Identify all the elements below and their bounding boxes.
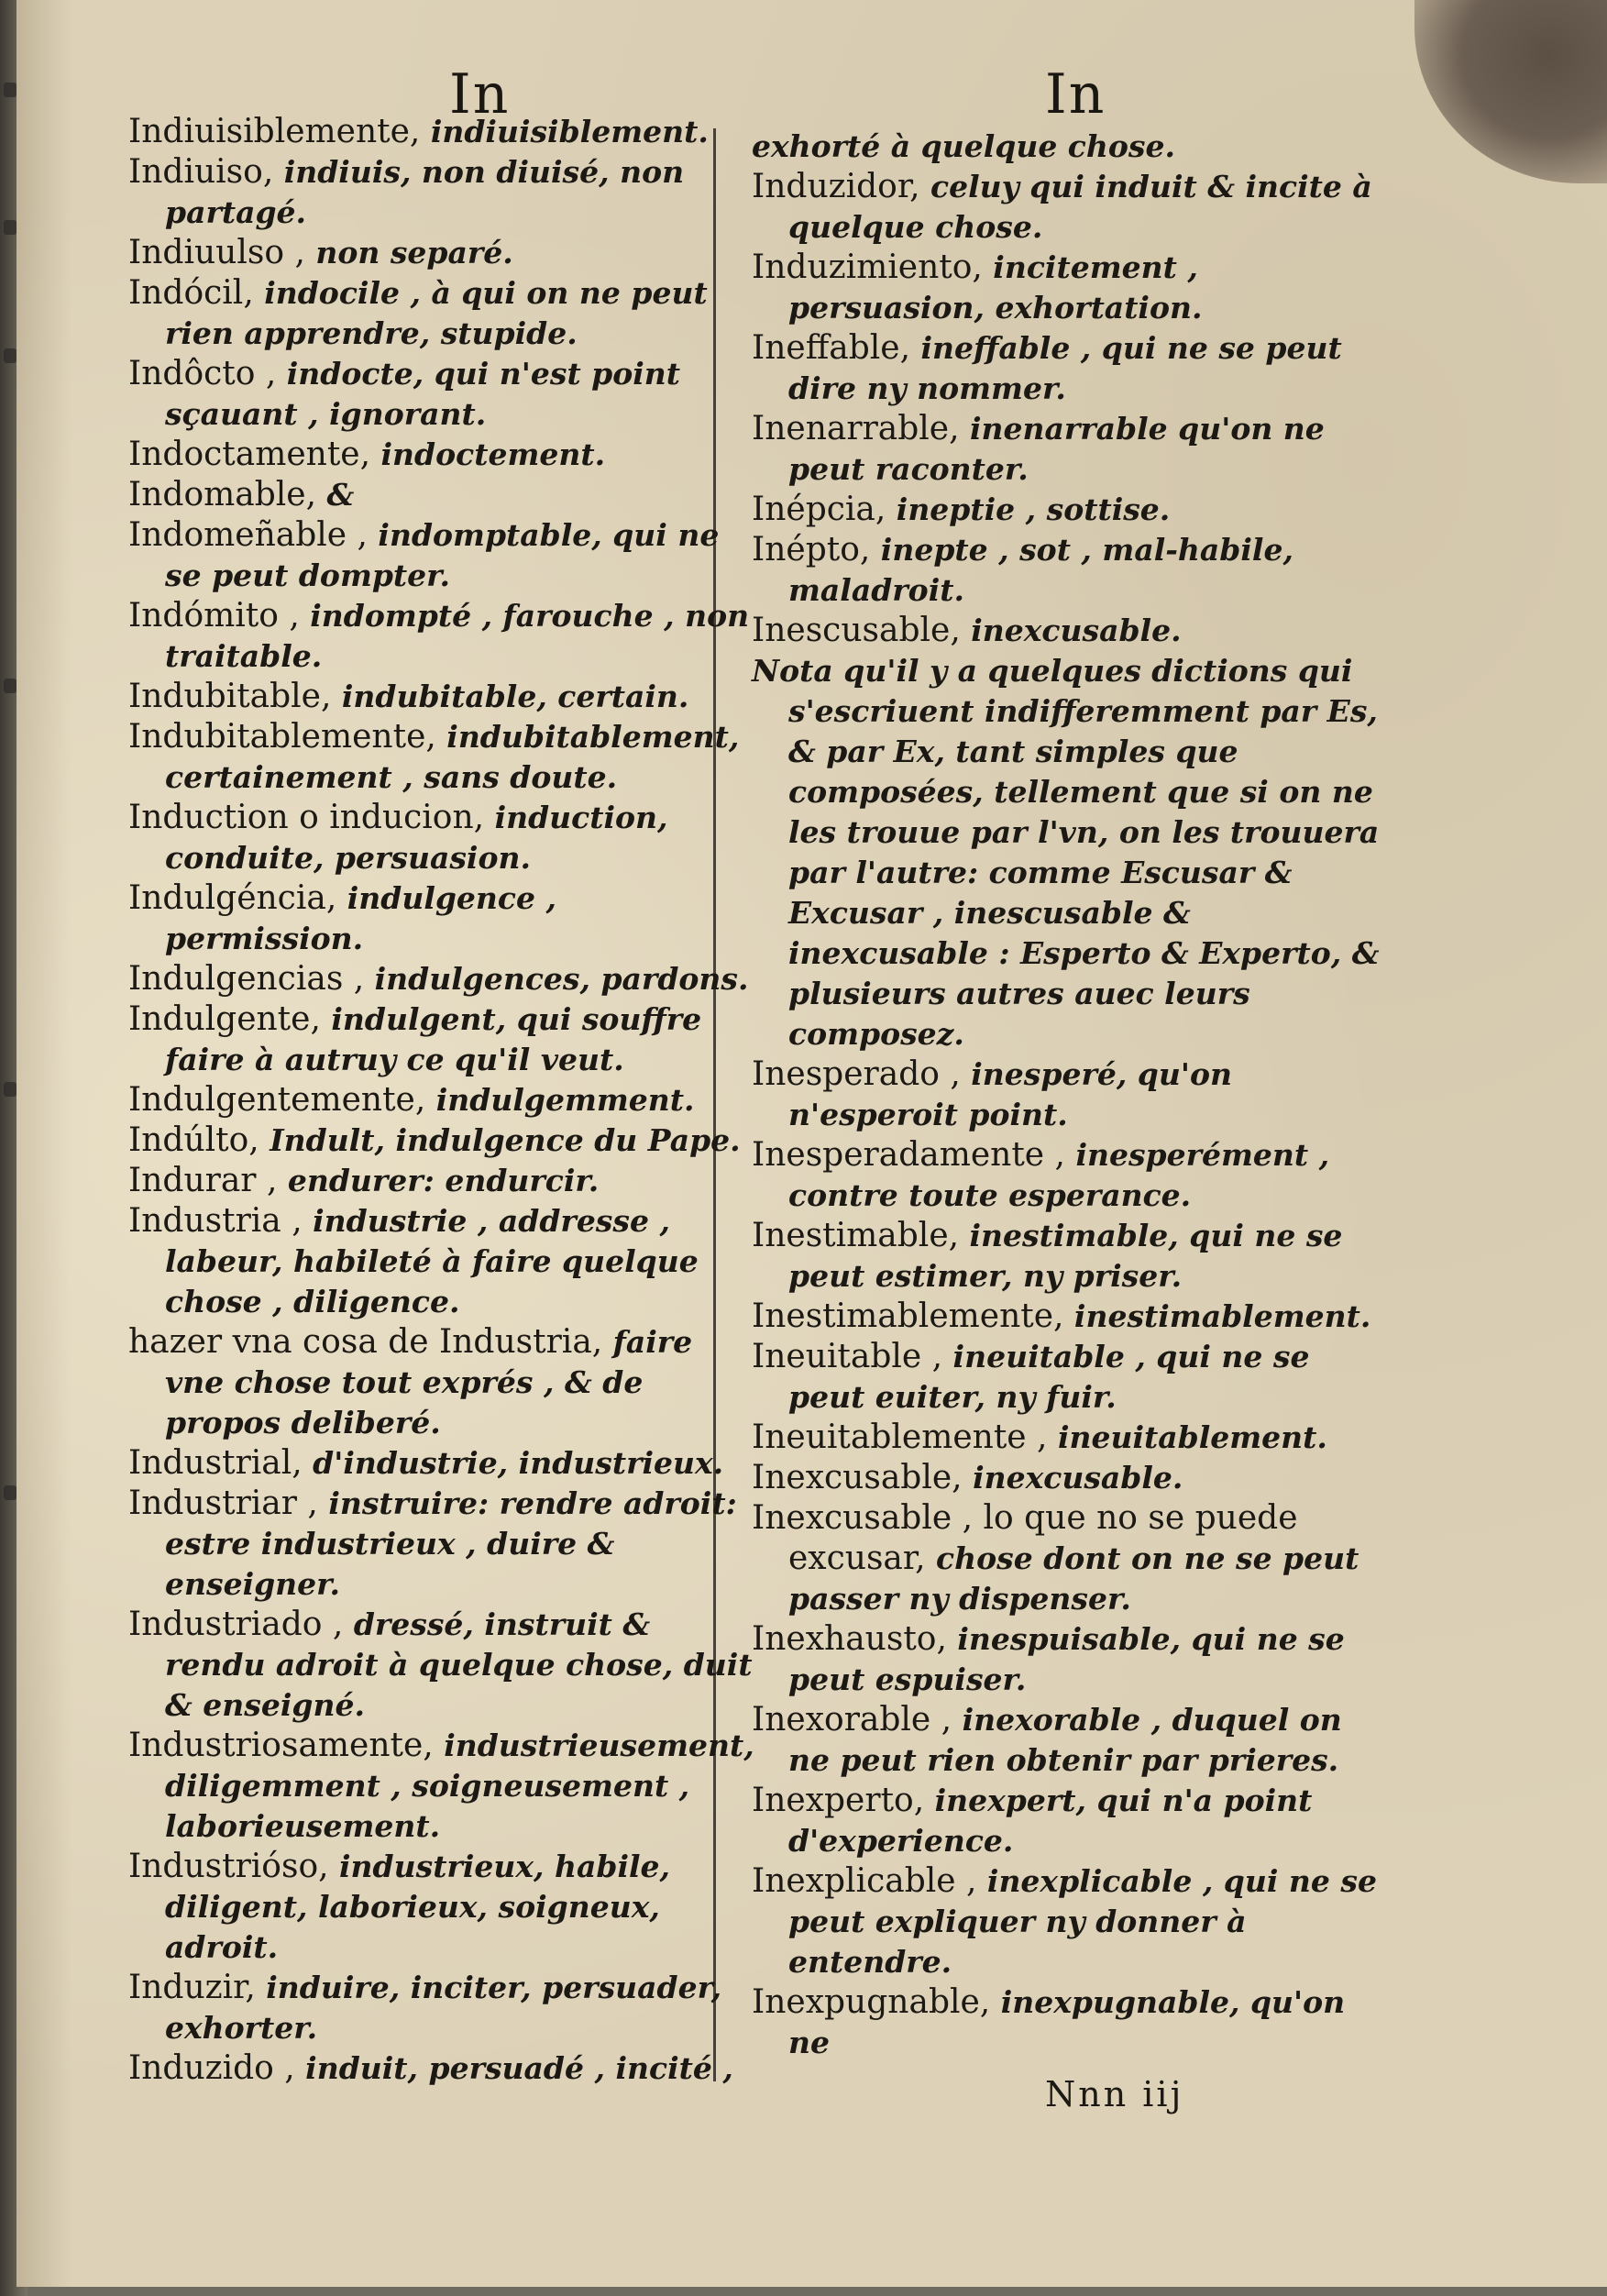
dictionary-entry xyxy=(128,515,761,596)
headword: Industrióso, xyxy=(128,1848,340,1885)
headword: Indoctamente, xyxy=(128,436,381,473)
headword: Indómito , xyxy=(128,597,311,635)
translation: incitement , persuasion, exhortation. xyxy=(788,249,1203,326)
headword: Indulgente, xyxy=(128,1000,332,1038)
translation: indubitable, certain. xyxy=(341,679,689,714)
translation: inesperé, qu'on n'esperoit point. xyxy=(788,1056,1232,1132)
translation: inexplicable , qui ne se peut expliquer ny donner à entendre. xyxy=(788,1863,1377,1980)
dictionary-entry xyxy=(752,167,1393,248)
headword: Induzido , xyxy=(128,2049,306,2087)
dictionary-entry xyxy=(128,677,761,717)
translation: inexorable , duquel on ne peut rien obtenir par prieres. xyxy=(788,1702,1342,1778)
dictionary-entry xyxy=(752,651,1393,1054)
translation: indulgent, qui souffre faire à autruy ce qu'il veut. xyxy=(165,1001,702,1077)
dictionary-entry xyxy=(752,1619,1393,1700)
headword: Indulgéncia, xyxy=(128,879,347,917)
dictionary-entry xyxy=(128,435,761,475)
dictionary-entry xyxy=(752,1982,1393,2063)
dictionary-entry xyxy=(752,1135,1393,1216)
headword: Indulgencias , xyxy=(128,960,375,998)
headword: Inesperado , xyxy=(752,1055,972,1093)
folio-signature: Nnn iij xyxy=(1045,2074,1184,2114)
translation: induction, conduite, persuasion. xyxy=(165,800,668,876)
dictionary-entry xyxy=(128,273,761,354)
translation: industrie , addresse , labeur, habileté à faire quelque chose , diligence. xyxy=(165,1203,699,1319)
headword: Indurar , xyxy=(128,1162,288,1199)
translation: non separé. xyxy=(315,235,513,270)
headword: Industrial, xyxy=(128,1444,314,1482)
headword: Inestimablemente, xyxy=(752,1297,1074,1335)
translation: inestimablement. xyxy=(1073,1298,1371,1334)
translation: ineuitablement. xyxy=(1057,1419,1327,1455)
dictionary-entry xyxy=(128,1201,761,1322)
dictionary-entry xyxy=(752,328,1393,409)
translation: ineffable , qui ne se peut dire ny nommer. xyxy=(788,330,1342,406)
dictionary-entry xyxy=(128,596,761,677)
translation: indiuis, non diuisé, non partagé. xyxy=(165,154,685,230)
headword: Indúlto, xyxy=(128,1121,270,1159)
headword: hazer vna cosa de Industria, xyxy=(128,1323,613,1361)
headword: Indiuulso , xyxy=(128,234,316,271)
dictionary-entry xyxy=(752,1418,1393,1458)
dictionary-entry xyxy=(128,152,761,233)
headword: Indomable, xyxy=(128,476,327,513)
edge-mark xyxy=(4,83,17,97)
dictionary-entry xyxy=(128,1322,761,1443)
running-head-right: In xyxy=(1045,62,1106,127)
translation: indocile , à qui on ne peut rien apprendre, stupide. xyxy=(165,275,708,351)
dictionary-entry xyxy=(128,1968,761,2048)
headword: Induzidor, xyxy=(752,168,930,205)
headword: Indubitablemente, xyxy=(128,718,447,756)
headword: Inesperadamente , xyxy=(752,1136,1076,1174)
headword: Inestimable, xyxy=(752,1217,970,1254)
translation: faire vne chose tout exprés , & de propos deliberé. xyxy=(165,1324,693,1441)
translation: inesperément , contre toute esperance. xyxy=(788,1137,1330,1213)
dictionary-entry xyxy=(752,490,1393,530)
headword: Indôcto , xyxy=(128,355,287,392)
translation: dressé, instruit & rendu adroit à quelque chose, duit & enseigné. xyxy=(165,1606,753,1723)
headword: Industriosamente, xyxy=(128,1727,445,1764)
translation: indulgence , permission. xyxy=(165,880,556,956)
ink-stain xyxy=(1414,0,1607,183)
dictionary-entry xyxy=(752,127,1393,167)
dictionary-entry xyxy=(752,1861,1393,1982)
edge-mark xyxy=(4,1082,17,1097)
translation: industrieusement, diligemment , soigneusement , laborieusement. xyxy=(165,1728,754,1844)
translation: industrieux, habile, diligent, laborieux, soigneux, adroit. xyxy=(165,1849,671,1965)
dictionary-entry xyxy=(128,717,761,798)
translation: induit, persuadé , incité , xyxy=(305,2050,733,2086)
headword: Indubitable, xyxy=(128,678,342,715)
translation: inepte , sot , mal-habile, maladroit. xyxy=(788,532,1293,608)
dictionary-entry xyxy=(128,354,761,435)
headword: Indiuiso, xyxy=(128,153,284,191)
dictionary-entry xyxy=(128,112,761,152)
headword: Inexcusable, xyxy=(752,1459,974,1496)
headword: Inexorable , xyxy=(752,1701,963,1739)
translation: indiuisiblement. xyxy=(430,114,709,149)
translation: inespuisable, qui ne se peut espuiser. xyxy=(788,1621,1345,1697)
translation: indoctement. xyxy=(380,436,606,472)
dictionary-entry xyxy=(128,1847,761,1968)
edge-mark xyxy=(4,1485,17,1500)
headword: Inenarrable, xyxy=(752,410,970,447)
headword: Induzir, xyxy=(128,1969,267,2006)
translation: Nota qu'il y a quelques dictions qui s'escriuent indifferemment par Es, & par Ex, tant simples que composées, tellement que si on ne les trouue par l'vn, on les trouuera par l'autre: comme Escusar & Excusar , inescusable & inexcusable : Esperto & Experto, & plusieurs autres auec leurs composez. xyxy=(752,653,1380,1052)
dictionary-entry xyxy=(752,1700,1393,1781)
dictionary-entry xyxy=(752,1781,1393,1861)
translation: ineptie , sottise. xyxy=(896,491,1171,527)
translation: exhorté à quelque chose. xyxy=(752,128,1175,164)
dictionary-entry xyxy=(752,1337,1393,1418)
running-head-left: In xyxy=(449,62,511,127)
headword: Industriar , xyxy=(128,1485,329,1522)
dictionary-entry xyxy=(128,1484,761,1605)
translation: inestimable, qui ne se peut estimer, ny priser. xyxy=(788,1218,1343,1294)
dictionary-entry xyxy=(752,409,1393,490)
translation: Indult, indulgence du Pape. xyxy=(270,1122,741,1158)
headword: Induction o inducion, xyxy=(128,799,495,836)
dictionary-entry xyxy=(128,1080,761,1120)
translation: indocte, qui n'est point sçauant , ignorant. xyxy=(165,356,681,432)
translation: instruire: rendre adroit: estre industrieux , duire & enseigner. xyxy=(165,1485,737,1602)
headword: Inépto, xyxy=(752,531,881,568)
headword: Inépcia, xyxy=(752,491,897,528)
translation: indubitablement, certainement , sans doute. xyxy=(165,719,740,795)
dictionary-entry xyxy=(128,1726,761,1847)
edge-mark xyxy=(4,679,17,693)
dictionary-entry xyxy=(128,878,761,959)
left-column xyxy=(128,112,761,2089)
translation: inexpert, qui n'a point d'experience. xyxy=(788,1783,1313,1859)
translation: ineuitable , qui ne se peut euiter, ny fuir. xyxy=(788,1339,1310,1415)
translation: inexpugnable, qu'on ne xyxy=(788,1984,1346,2060)
headword: Induzimiento, xyxy=(752,248,994,286)
dictionary-entry xyxy=(128,1605,761,1726)
dictionary-entry xyxy=(752,1458,1393,1498)
dictionary-entry xyxy=(128,999,761,1080)
dictionary-entry xyxy=(128,2048,761,2089)
translation: indulgences, pardons. xyxy=(374,961,749,997)
translation: indompté , farouche , non traitable. xyxy=(165,598,750,674)
headword: Ineuitablemente , xyxy=(752,1418,1058,1456)
headword: Ineffable, xyxy=(752,329,921,367)
headword: Ineuitable , xyxy=(752,1338,953,1375)
headword: Inexperto, xyxy=(752,1782,935,1819)
dictionary-entry xyxy=(752,248,1393,328)
dictionary-entry xyxy=(752,1498,1393,1619)
translation: & xyxy=(326,477,355,513)
headword: Indulgentemente, xyxy=(128,1081,436,1119)
dictionary-entry xyxy=(128,233,761,273)
headword: Inexcusable , lo que no se puede excusar, xyxy=(752,1499,1298,1577)
headword: Inexhausto, xyxy=(752,1620,958,1658)
headword: Indócil, xyxy=(128,274,265,312)
translation: induire, inciter, persuader, exhorter. xyxy=(165,1970,722,2046)
translation: chose dont on ne se peut passer ny dispenser. xyxy=(788,1540,1359,1617)
headword: Inexplicable , xyxy=(752,1862,987,1900)
translation: inexcusable. xyxy=(971,613,1182,648)
headword: Inexpugnable, xyxy=(752,1983,1001,2021)
translation: endurer: endurcir. xyxy=(287,1163,600,1198)
dictionary-entry xyxy=(128,798,761,878)
right-column xyxy=(752,127,1393,2063)
dictionary-entry xyxy=(752,1297,1393,1337)
dictionary-entry xyxy=(128,1161,761,1201)
headword: Indomeñable , xyxy=(128,516,379,554)
edge-mark xyxy=(4,348,17,363)
translation: indomptable, qui ne se peut dompter. xyxy=(165,517,720,593)
dictionary-entry xyxy=(128,959,761,999)
dictionary-entry xyxy=(128,475,761,515)
dictionary-entry xyxy=(752,1054,1393,1135)
headword: Industria , xyxy=(128,1202,314,1240)
translation: inenarrable qu'on ne peut raconter. xyxy=(788,411,1325,487)
translation: indulgemment. xyxy=(435,1082,695,1118)
dictionary-entry xyxy=(752,1216,1393,1297)
dictionary-entry xyxy=(128,1120,761,1161)
headword: Industriado , xyxy=(128,1606,354,1643)
dictionary-entry xyxy=(128,1443,761,1484)
edge-mark xyxy=(4,220,17,235)
translation: d'industrie, industrieux. xyxy=(313,1445,724,1481)
dictionary-entry xyxy=(752,611,1393,651)
translation: celuy qui induit & incite à quelque chose. xyxy=(788,169,1372,245)
headword: Indiuisiblemente, xyxy=(128,113,431,150)
translation: inexcusable. xyxy=(973,1460,1183,1496)
dictionary-entry xyxy=(752,530,1393,611)
headword: Inescusable, xyxy=(752,612,972,649)
